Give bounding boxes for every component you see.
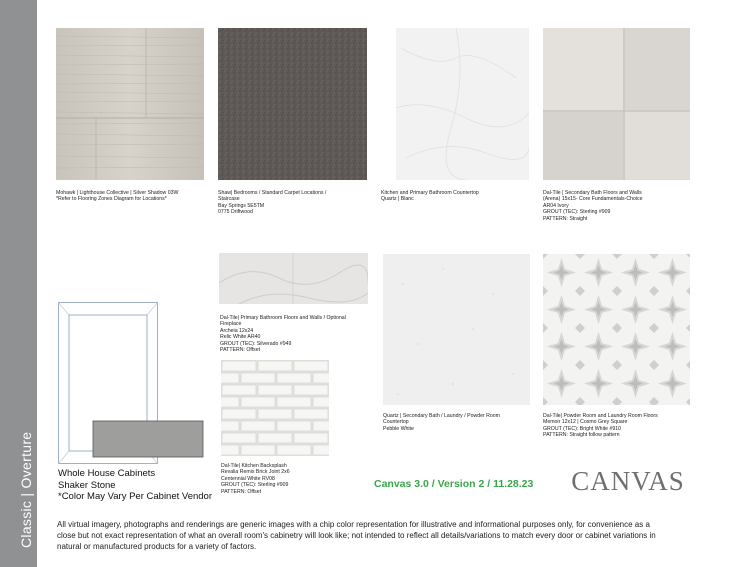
swatch-star-tile <box>543 254 690 405</box>
canvas-logo-text: CANVAS <box>571 466 685 496</box>
sidebar <box>0 0 37 567</box>
caption-tile-ivory: Dal-Tile | Secondary Bath Floors and Walls (Arena) 15x15- Core Fundamentals-Choice AR04 Ivory GROUT (TEC): Sterling #909 PATTERN: Straight <box>543 190 643 222</box>
cabinet-caption: Whole House Cabinets Shaker Stone *Color May Vary Per Cabinet Vendor <box>58 468 213 502</box>
caption-quartz-blanc: Kitchen and Primary Bathroom Countertop Quartz | Blanc <box>381 190 479 203</box>
caption-marble-relic: Dal-Tile| Primary Bathroom Floors and Walls / Optional Fireplace Archeia 12x24 Relic White AR40 GROUT (TEC): Silverado #949 PATTERN: Offset <box>220 315 346 354</box>
swatch-carpet <box>218 28 367 180</box>
swatch-marble-relic <box>219 253 368 304</box>
swatch-tile-ivory <box>543 28 690 180</box>
caption-quartz-pebble: Quartz | Secondary Bath / Laundry / Powder Room Countertop Pebble White <box>383 413 500 432</box>
swatch-quartz-pebble <box>383 254 530 405</box>
caption-star-tile: Dal-Tile| Powder Room and Laundry Room Floors Memoir 12x12 | Cosmo Grey Square GROUT (TEC): Bright White #910 PATTERN: Straight follow pattern <box>543 413 658 439</box>
swatch-quartz-blanc <box>396 28 529 180</box>
caption-wood: Mohawk | Lighthouse Collective | Silver Shadow 03W *Refer to Flooring Zones Diagram for Locations* <box>56 190 179 203</box>
version-label: Canvas 3.0 / Version 2 / 11.28.23 <box>374 478 534 490</box>
sidebar-title: Classic | Overture <box>18 431 34 548</box>
cabinet-drawing <box>57 301 207 465</box>
caption-carpet: Shaw| Bedrooms / Standard Carpet Locations / Staircase Bay Springs 5E5TM 0775 Driftwood <box>218 190 327 216</box>
disclaimer: All virtual imagery, photographs and renderings are generic images with a chip color representation for illustrative and informational purposes only, for convenience as a close but not exact representation of what an overall room's cabinetry will look like; not intended to reflect all details/variations to match every door or cabinet variations in natural or manufactured products for a variety of factors. <box>57 520 656 551</box>
swatch-brick-backsplash <box>221 360 329 456</box>
caption-brick-backsplash: Dal-Tile| Kitchen Backsplash Revalia Remix Brick Joint 2x6 Centennial White RV08 GROUT (TEC): Sterling #909 PATTERN: Offset <box>221 463 290 495</box>
swatch-wood <box>56 28 204 180</box>
canvas-logo <box>560 462 696 502</box>
